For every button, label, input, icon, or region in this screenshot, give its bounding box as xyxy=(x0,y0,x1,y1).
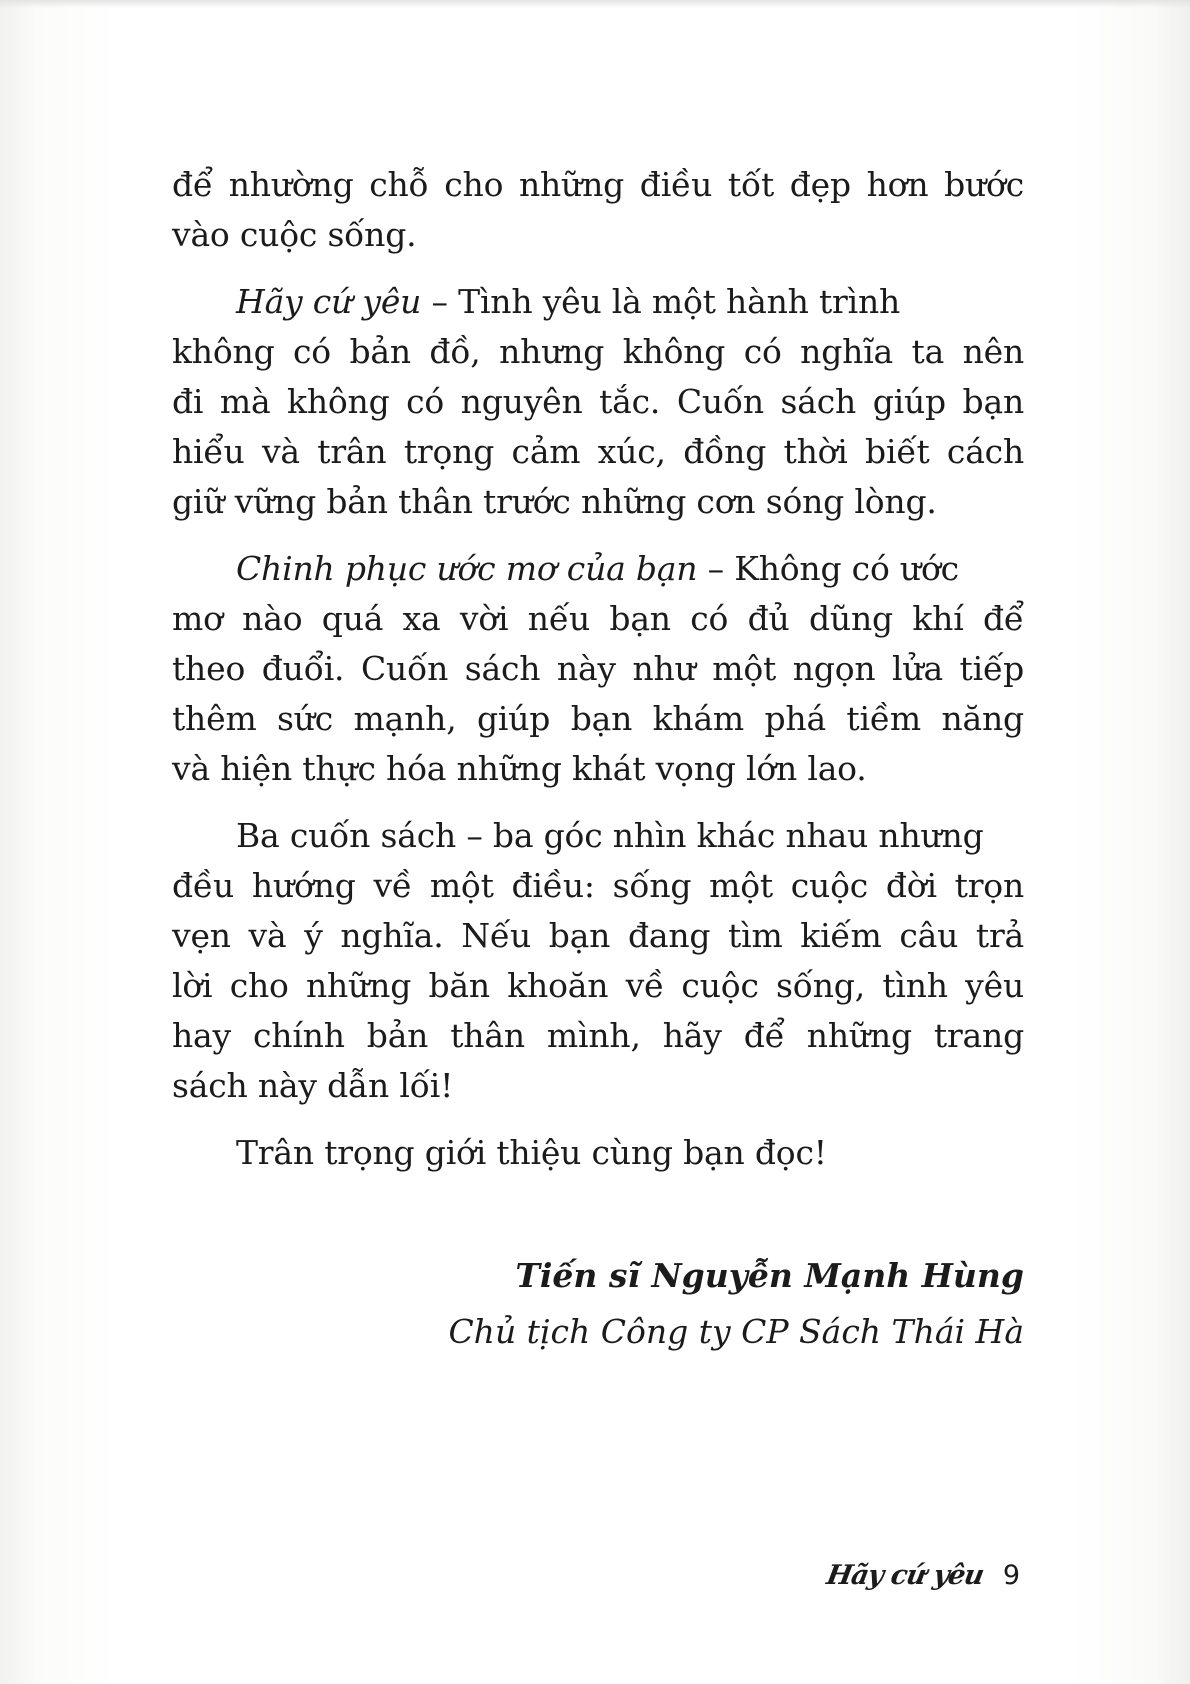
text-line: đi mà không có nguyên tắc. Cuốn sách giúp bạn xyxy=(172,382,1024,421)
text-line: theo đuổi. Cuốn sách này như một ngọn lửa tiếp xyxy=(172,649,1024,688)
text-line: lời cho những băn khoăn về cuộc sống, tình yêu xyxy=(172,966,1024,1005)
paragraph-1 xyxy=(172,160,1024,260)
text-line: vào cuộc sống. xyxy=(172,215,417,254)
text-line: không có bản đồ, nhưng không có nghĩa ta nên xyxy=(172,332,1024,371)
signature-title: Chủ tịch Công ty CP Sách Thái Hà xyxy=(448,1312,1024,1351)
text-line: thêm sức mạnh, giúp bạn khám phá tiềm năng xyxy=(172,699,1024,738)
page-number: 9 xyxy=(1002,1560,1020,1591)
body-text xyxy=(172,160,1024,1195)
text-line: Ba cuốn sách – ba góc nhìn khác nhau nhưng xyxy=(236,816,984,855)
page-footer xyxy=(824,1560,1020,1591)
text-line: hay chính bản thân mình, hãy để những trang xyxy=(172,1016,1024,1055)
paragraph-4 xyxy=(172,811,1024,1111)
text-line: sách này dẫn lối! xyxy=(172,1066,454,1105)
text-line: giữ vững bản thân trước những cơn sóng lòng. xyxy=(172,482,937,521)
paragraph-3 xyxy=(172,544,1024,794)
running-title: Hãy cứ yêu xyxy=(824,1560,986,1591)
text-line: hiểu và trân trọng cảm xúc, đồng thời biết cách xyxy=(172,432,1024,471)
paragraph-5 xyxy=(172,1128,1024,1178)
text-line: và hiện thực hóa những khát vọng lớn lao. xyxy=(172,749,867,788)
text-line: mơ nào quá xa vời nếu bạn có đủ dũng khí để xyxy=(172,599,1024,638)
text-line: đều hướng về một điều: sống một cuộc đời trọn xyxy=(172,866,1024,905)
lead-text: – Không có ước xyxy=(697,549,959,588)
page-top-edge xyxy=(0,0,1190,8)
text-line: Trân trọng giới thiệu cùng bạn đọc! xyxy=(236,1133,827,1172)
paragraph-2 xyxy=(172,277,1024,527)
lead-text: – Tình yêu là một hành trình xyxy=(421,282,901,321)
text-line xyxy=(172,544,1024,594)
book-title-italic: Hãy cứ yêu xyxy=(236,282,422,321)
book-title-italic: Chinh phục ước mơ của bạn xyxy=(236,549,698,588)
signature-name: Tiến sĩ Nguyễn Mạnh Hùng xyxy=(515,1256,1024,1295)
text-line: vẹn và ý nghĩa. Nếu bạn đang tìm kiếm câu trả xyxy=(172,916,1024,955)
text-line: để nhường chỗ cho những điều tốt đẹp hơn bước xyxy=(172,165,1024,204)
text-line xyxy=(172,277,1024,327)
